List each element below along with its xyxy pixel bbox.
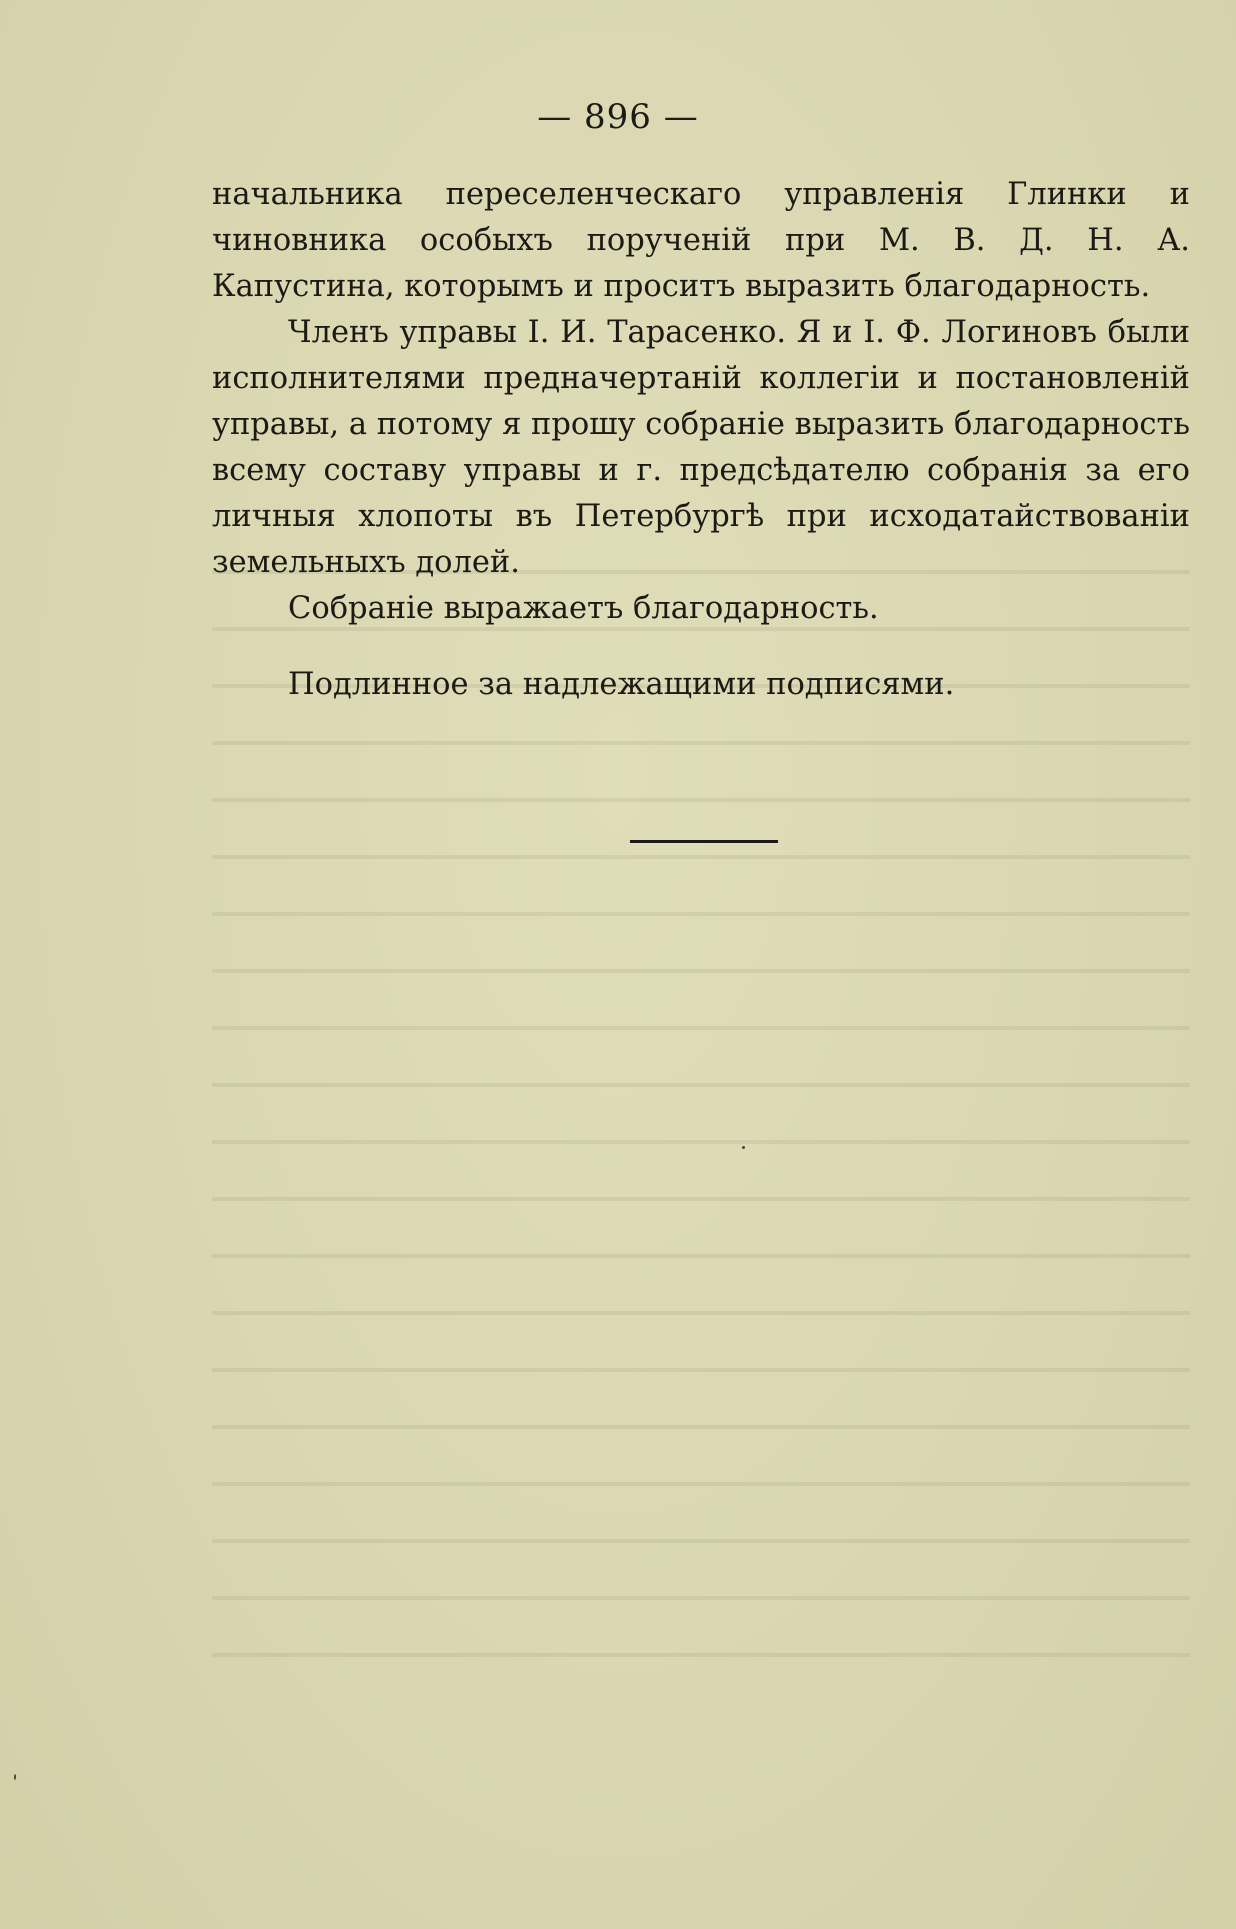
ink-speck [14,1774,16,1780]
page-number: — 896 — [537,97,699,137]
ink-speck [742,1146,745,1149]
paragraph-certification: Подлинное за надлежащими подписями. [288,667,955,702]
paragraph-continuation: начальника переселенческаго управленія Глинки и чиновника особыхъ порученій при М. В. Д. Н. А. Капустина, которымъ и проситъ выразить благодарность. [212,177,1190,304]
paragraph-speech: Членъ управы І. И. Тарасенко. Я и І. Ф. Логиновъ были исполнителями предначертаній коллегіи и постановленій управы, а потому я прошу собраніе выразить благодарность всему составу управы и г. предсѣдателю собранія за его личныя хлопоты въ Петербургѣ при исходатайствованіи земельныхъ долей. [212,315,1190,580]
end-rule [630,840,778,843]
paragraph-resolution: Собраніе выражаетъ благодарность. [288,591,879,626]
bleed-through-texture [212,540,1190,1660]
body-text [212,172,1190,708]
